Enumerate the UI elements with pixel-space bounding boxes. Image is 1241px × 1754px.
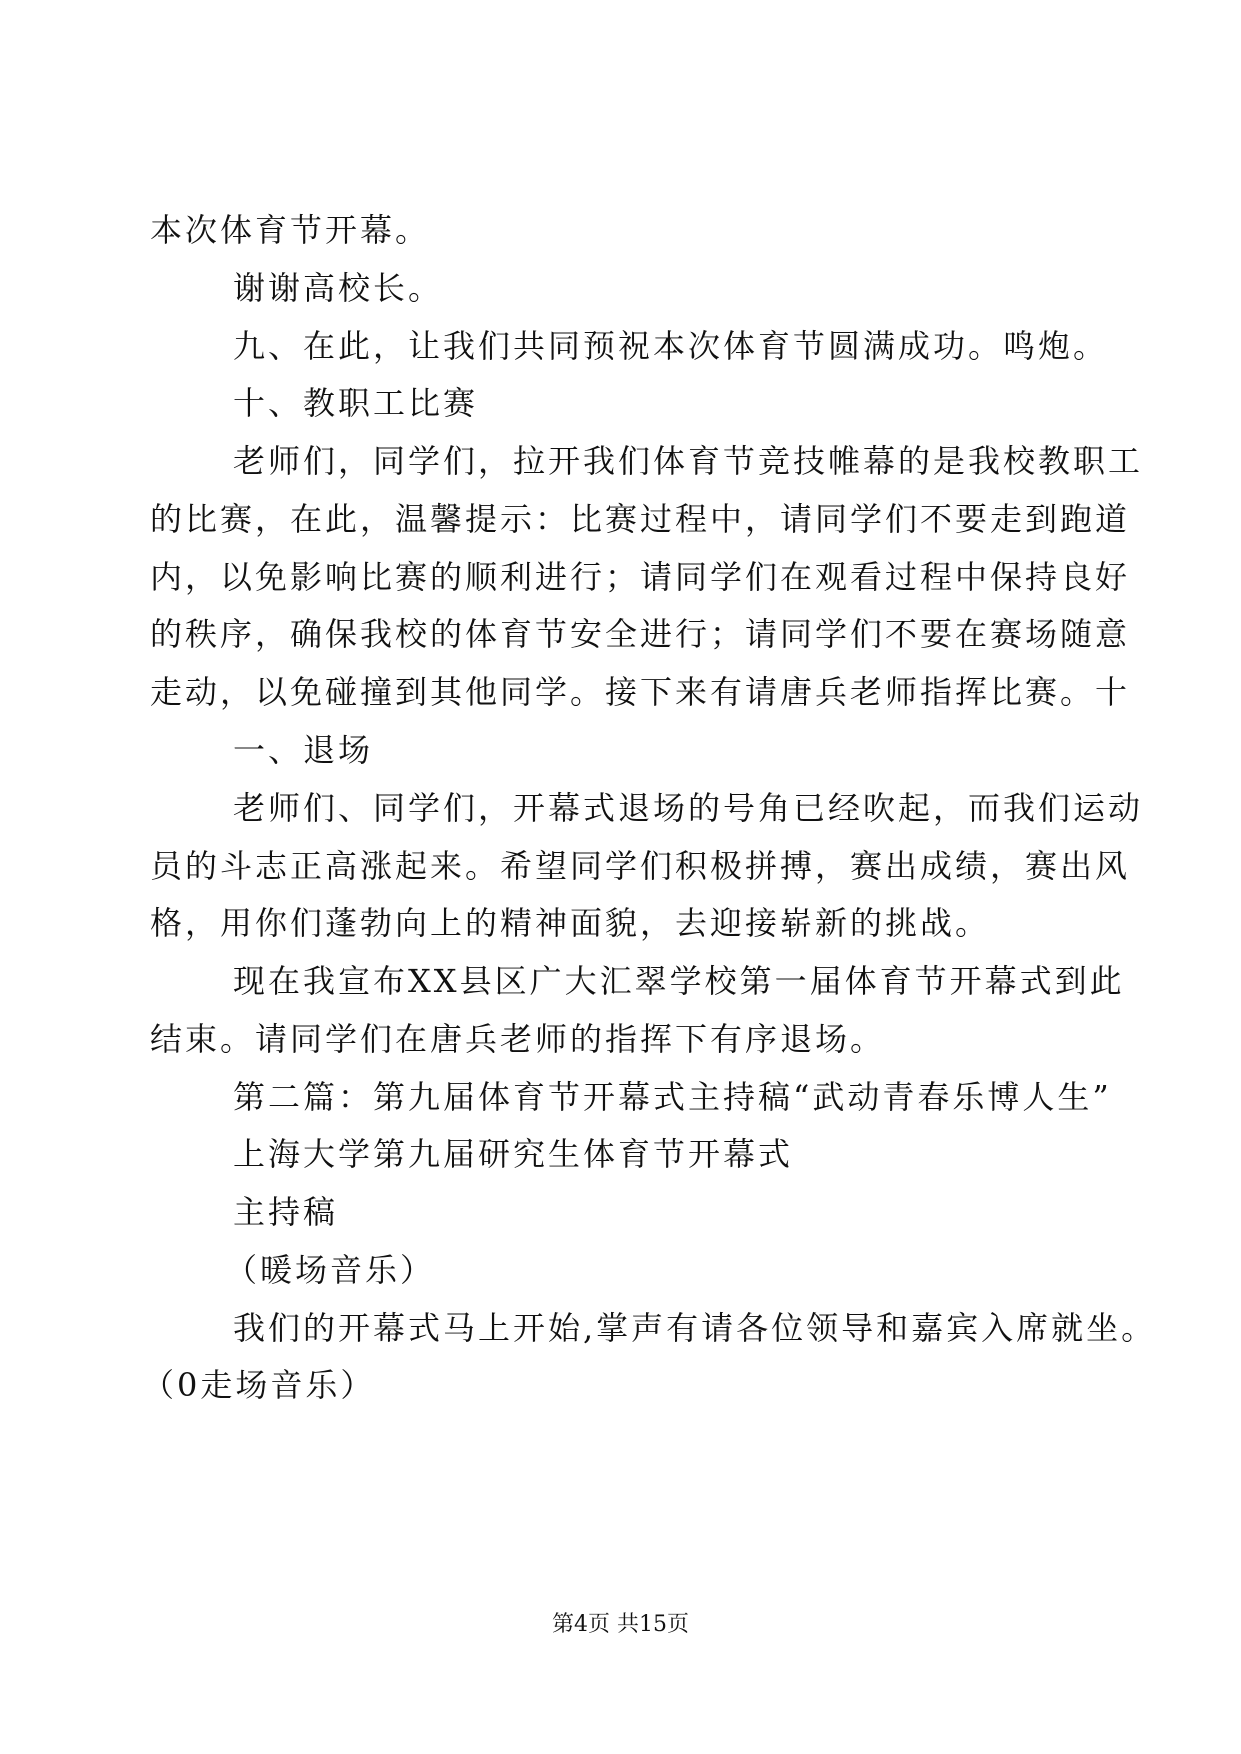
- paragraph-line: 内，以免影响比赛的顺利进行；请同学们在观看过程中保持良好: [150, 558, 1131, 596]
- page-number-footer: 第4页 共15页: [552, 1612, 689, 1637]
- section-heading: 十、教职工比赛: [233, 384, 479, 422]
- paragraph-line: 我们的开幕式马上开始,掌声有请各位领导和嘉宾入席就坐。: [233, 1309, 1157, 1347]
- paragraph-line: 走动，以免碰撞到其他同学。接下来有请唐兵老师指挥比赛。十: [150, 673, 1131, 711]
- paragraph-line: 九、在此，让我们共同预祝本次体育节圆满成功。鸣炮。: [233, 327, 1109, 365]
- section-heading: 第二篇：第九届体育节开幕式主持稿“武动青春乐博人生”: [233, 1078, 1112, 1116]
- paragraph-line: 主持稿: [233, 1193, 339, 1231]
- paragraph-line: 现在我宣布XX县区广大汇翠学校第一届体育节开幕式到此: [233, 962, 1125, 1000]
- paragraph-line: 老师们，同学们，拉开我们体育节竞技帷幕的是我校教职工: [233, 442, 1144, 480]
- section-heading: 一、退场: [233, 731, 374, 769]
- paragraph-line: 本次体育节开幕。: [150, 211, 431, 249]
- paragraph-line: （暖场音乐）: [225, 1251, 436, 1289]
- paragraph-line: 的秩序，确保我校的体育节安全进行；请同学们不要在赛场随意: [150, 615, 1131, 653]
- paragraph-line: 谢谢高校长。: [233, 269, 444, 307]
- paragraph-line: 上海大学第九届研究生体育节开幕式: [233, 1135, 794, 1173]
- paragraph-line: 员的斗志正高涨起来。希望同学们积极拼搏，赛出成绩，赛出风: [150, 847, 1131, 885]
- paragraph-line: 老师们、同学们，开幕式退场的号角已经吹起，而我们运动: [233, 789, 1144, 827]
- paragraph-line: 格，用你们蓬勃向上的精神面貌，去迎接崭新的挑战。: [150, 904, 991, 942]
- paragraph-line: 结束。请同学们在唐兵老师的指挥下有序退场。: [150, 1020, 886, 1058]
- paragraph-line: （0走场音乐）: [142, 1366, 376, 1404]
- paragraph-line: 的比赛，在此，温馨提示：比赛过程中，请同学们不要走到跑道: [150, 500, 1131, 538]
